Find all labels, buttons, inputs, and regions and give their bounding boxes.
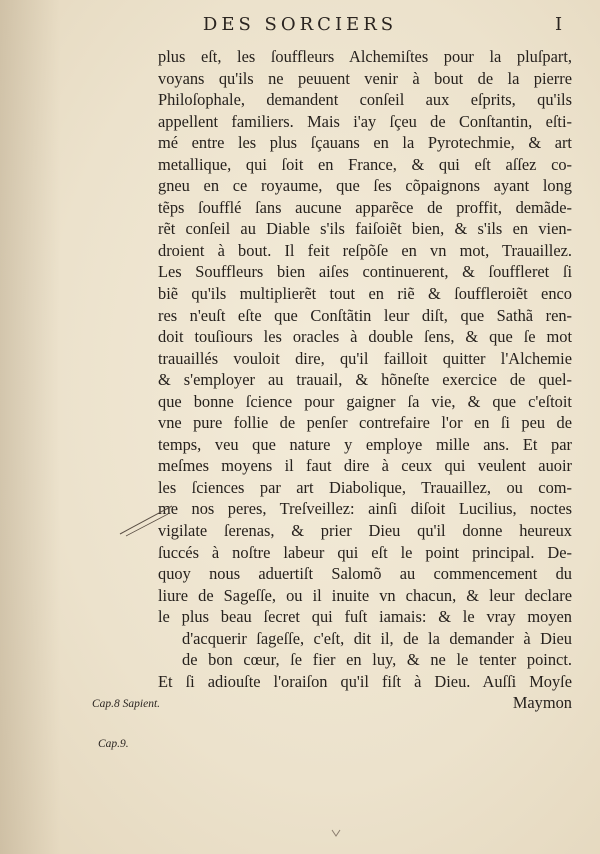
text-line: temps, veu que nature y employe mille ans. Et par	[158, 434, 572, 454]
text-line: doit touſiours les oracles à double ſens, & que ſe mot	[158, 327, 572, 347]
text-line: me nos peres, Treſveillez: ainſi diſoit Lucilius, noctes	[158, 499, 572, 519]
text-line: gneu en ce royaume, que ſes cõpaignons ayant long	[158, 176, 572, 196]
gutter-shadow	[0, 0, 60, 854]
bleed-through-mark-icon	[330, 828, 342, 838]
text-line: biẽ qu'ils multiplierẽt tout en riẽ & ſouffleroiẽt enco	[158, 284, 572, 304]
text-line: plus eſt, les ſouffleurs Alchemiſtes pour la pluſpart,	[158, 47, 572, 66]
text-line: voyans qu'ils ne peuuent venir à bout de la pierre	[158, 68, 572, 88]
text-line: les ſciences par art Diabolique, Trauaillez, ou com-	[158, 477, 572, 497]
text-line: mé entre les plus ſçauans en la Pyrotechmie, & art	[158, 133, 572, 153]
text-line: d'acquerir ſageſſe, c'eſt, dit il, de la demander à Dieu	[182, 628, 572, 648]
pen-mark-icon	[116, 500, 176, 540]
text-line: Et ſi adiouſte l'oraiſon qu'il fiſt à Dieu. Auſſi Moyſe	[158, 671, 572, 691]
text-line: appellent familiers. Mais i'ay ſçeu de Conſtantin, eſti-	[158, 111, 572, 131]
text-line: que bonne ſcience pour gaigner ſa vie, & que c'eſtoit	[158, 391, 572, 411]
text-line: meſmes moyens il faut dire à ceux qui veulent auoir	[158, 456, 572, 476]
text-line: liure de Sageſſe, ou il inuite vn chacun, & leur declare	[158, 585, 572, 605]
folio-number: I	[555, 14, 563, 35]
text-line: metallique, qui ſoit en France, & qui eſt aſſez co-	[158, 154, 572, 174]
text-line: ſuccés à noſtre labeur qui eſt le point principal. De-	[158, 542, 572, 562]
text-line: trauaillés vouloit dire, qu'il failloit quitter l'Alchemie	[158, 348, 572, 368]
text-line: le plus beau ſecret qui fuſt iamais: & le vray moyen	[158, 607, 572, 627]
text-line: tẽps ſoufflé ſans aucune apparẽce de proffit, demãde-	[158, 197, 572, 217]
catchword: Maymon	[512, 693, 572, 713]
marginal-note-sapient: Cap.8 Sapient.	[92, 698, 161, 710]
text-line: quoy nous aduertiſt Salomõ au commencement du	[158, 564, 572, 584]
text-line: de bon cœur, ſe fier en luy, & ne le tenter poinct.	[182, 650, 572, 670]
body-text	[158, 46, 572, 714]
text-line: Philoſophale, demandent conſeil aux eſprits, qu'ils	[158, 90, 572, 110]
running-head-title: DES SORCIERS	[202, 14, 398, 35]
marginal-note-cap9: Cap.9.	[98, 738, 129, 750]
text-line: Les Souffleurs bien aiſes continuerent, & ſouffleret ſi	[158, 262, 572, 282]
text-line: vne pure follie de penſer contrefaire l'or en ſi peu de	[158, 413, 572, 433]
text-line: droient à bout. Il feit reſpõſe en vn mot, Trauaillez.	[158, 240, 572, 260]
text-line: vigilate ſerenas, & prier Dieu qu'il donne heureux	[158, 521, 572, 541]
text-line: & s'employer au trauail, & hõneſte exercice de quel-	[158, 370, 572, 390]
text-line: res n'euſt eſte que Conſtãtin leur diſt, que Sathã ren-	[158, 305, 572, 325]
text-line: rẽt conſeil au Diable s'ils faiſoiẽt bien, & s'ils en vien-	[158, 219, 572, 239]
